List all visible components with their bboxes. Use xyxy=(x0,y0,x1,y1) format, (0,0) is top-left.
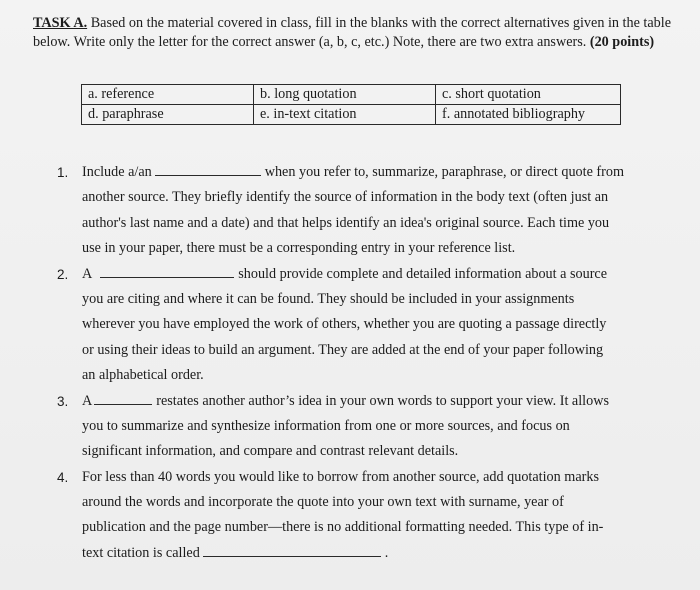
choice-d: d. paraphrase xyxy=(82,105,254,125)
task-label: TASK A. xyxy=(33,15,88,31)
question-line xyxy=(82,389,700,414)
question-text: restates another author’s idea in your own words to support your view. It allows xyxy=(156,392,609,409)
question-line: significant information, and compare and contrast relevant details. xyxy=(82,443,459,460)
question-line: you are citing and where it can be found. They should be included in your assignments xyxy=(82,290,575,307)
answer-blank-3[interactable] xyxy=(94,389,152,405)
question-text: when you refer to, summarize, paraphrase, or direct quote from xyxy=(264,164,624,180)
choices-row xyxy=(82,105,621,125)
question-number: 1. xyxy=(57,165,69,180)
question-3 xyxy=(0,389,700,465)
choice-e: e. in-text citation xyxy=(254,105,436,125)
question-4 xyxy=(0,465,700,567)
choice-b: b. long quotation xyxy=(254,85,436,105)
question-line: or using their ideas to build an argument. They are added at the end of your paper following xyxy=(82,341,604,358)
question-text: . xyxy=(384,544,389,561)
question-text: A xyxy=(82,392,93,409)
task-instructions xyxy=(33,14,673,51)
choice-f: f. annotated bibliography xyxy=(436,105,621,125)
question-text: Include a/an xyxy=(82,164,152,180)
question-line: you to summarize and synthesize information from one or more sources, and focus on xyxy=(82,417,570,434)
task-instructions-text: Based on the material covered in class, fill in the blanks with the correct alternatives given in the table below. Write only the letter for the correct answer (a, b, c, etc.) Note, there are two extra answers. xyxy=(33,15,671,50)
answer-blank-2[interactable] xyxy=(100,262,234,278)
choice-c: c. short quotation xyxy=(436,85,621,105)
question-number: 3. xyxy=(57,393,69,409)
question-line: For less than 40 words you would like to borrow from another source, add quotation marks xyxy=(82,468,599,485)
choices-row xyxy=(82,85,621,105)
question-text: A xyxy=(82,265,93,282)
question-number: 2. xyxy=(57,266,69,282)
question-line: an alphabetical order. xyxy=(82,367,204,384)
question-2 xyxy=(0,262,700,389)
question-line: wherever you have employed the work of others, whether you are quoting a passage directly xyxy=(82,316,607,333)
question-number: 4. xyxy=(57,469,69,485)
choice-a: a. reference xyxy=(82,85,254,105)
question-line xyxy=(82,541,700,566)
question-list xyxy=(0,160,700,566)
question-line: author's last name and a date) and that helps identify an idea's original source. Each time you xyxy=(82,214,610,231)
question-line: another source. They briefly identify the source of information in the body text (often just an xyxy=(82,189,609,206)
question-text: text citation is called xyxy=(82,544,200,561)
answer-blank-1[interactable] xyxy=(155,160,261,176)
question-line xyxy=(82,262,700,287)
question-1 xyxy=(0,160,700,262)
question-line: around the words and incorporate the quote into your own text with surname, year of xyxy=(82,494,564,511)
answer-choices-table xyxy=(81,84,621,125)
question-line xyxy=(82,160,700,185)
question-line: publication and the page number—there is no additional formatting needed. This type of in- xyxy=(82,519,604,536)
answer-blank-4[interactable] xyxy=(203,541,381,557)
question-text: should provide complete and detailed information about a source xyxy=(238,265,608,282)
question-line: use in your paper, there must be a corresponding entry in your reference list. xyxy=(82,240,516,257)
task-points: (20 points) xyxy=(589,33,655,50)
